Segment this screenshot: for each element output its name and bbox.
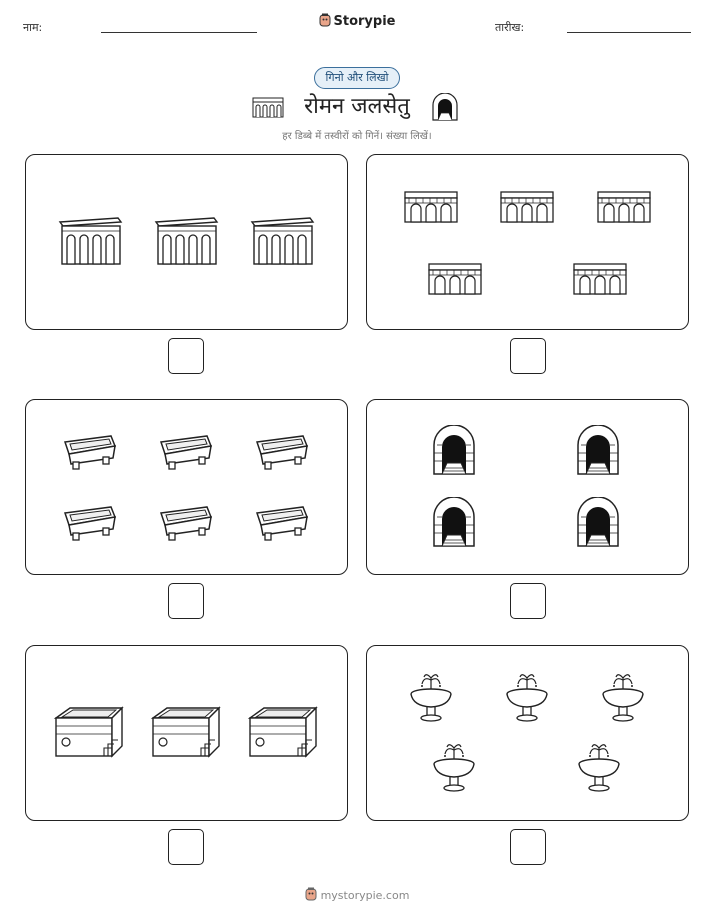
storypie-mascot-icon bbox=[305, 887, 317, 901]
footer bbox=[0, 887, 714, 902]
counting-box-3 bbox=[25, 399, 348, 575]
stone-cistern-icon bbox=[246, 704, 320, 760]
water-trough-icon bbox=[255, 432, 309, 470]
counting-box-2 bbox=[366, 154, 689, 330]
fountain-icon bbox=[432, 740, 476, 794]
footer-url[interactable]: mystorypie.com bbox=[320, 889, 410, 902]
aqueduct-icon bbox=[153, 214, 219, 266]
answer-box-2[interactable] bbox=[510, 338, 546, 374]
answer-box-4[interactable] bbox=[510, 583, 546, 619]
stone-bridge-icon bbox=[573, 261, 627, 295]
name-label: नाम: bbox=[23, 21, 43, 34]
water-trough-icon bbox=[159, 503, 213, 541]
activity-badge: गिनो और लिखो bbox=[314, 67, 400, 89]
fountain-icon bbox=[577, 740, 621, 794]
tunnel-arch-icon bbox=[576, 497, 620, 547]
brand-name: Storypie bbox=[333, 14, 396, 29]
instructions: हर डिब्बे में तस्वीरों को गिनें। संख्या लिखें। bbox=[282, 131, 432, 142]
fountain-icon bbox=[409, 670, 453, 724]
counting-box-4 bbox=[366, 399, 689, 575]
answer-box-6[interactable] bbox=[510, 829, 546, 865]
tunnel-arch-icon bbox=[576, 425, 620, 475]
tunnel-arch-icon bbox=[432, 425, 476, 475]
water-trough-icon bbox=[63, 432, 117, 470]
stone-bridge-icon bbox=[597, 189, 651, 223]
page-title: रोमन जलसेतु bbox=[304, 94, 410, 119]
stone-bridge-icon bbox=[428, 261, 482, 295]
fountain-icon bbox=[601, 670, 645, 724]
stone-bridge-icon bbox=[404, 189, 458, 223]
answer-box-5[interactable] bbox=[168, 829, 204, 865]
date-label: तारीख: bbox=[495, 21, 525, 34]
water-trough-icon bbox=[63, 503, 117, 541]
stone-cistern-icon bbox=[52, 704, 126, 760]
stone-cistern-icon bbox=[149, 704, 223, 760]
date-field-line[interactable] bbox=[567, 32, 691, 33]
name-field-line[interactable] bbox=[101, 32, 257, 33]
tunnel-arch-icon bbox=[432, 497, 476, 547]
answer-box-3[interactable] bbox=[168, 583, 204, 619]
brand-logo bbox=[0, 13, 714, 29]
aqueduct-icon bbox=[249, 214, 315, 266]
water-trough-icon bbox=[159, 432, 213, 470]
aqueduct-icon bbox=[57, 214, 123, 266]
stone-bridge-icon bbox=[500, 189, 554, 223]
tunnel-title-icon bbox=[432, 93, 458, 121]
answer-box-1[interactable] bbox=[168, 338, 204, 374]
storypie-mascot-icon bbox=[319, 13, 331, 27]
fountain-icon bbox=[505, 670, 549, 724]
water-trough-icon bbox=[255, 503, 309, 541]
